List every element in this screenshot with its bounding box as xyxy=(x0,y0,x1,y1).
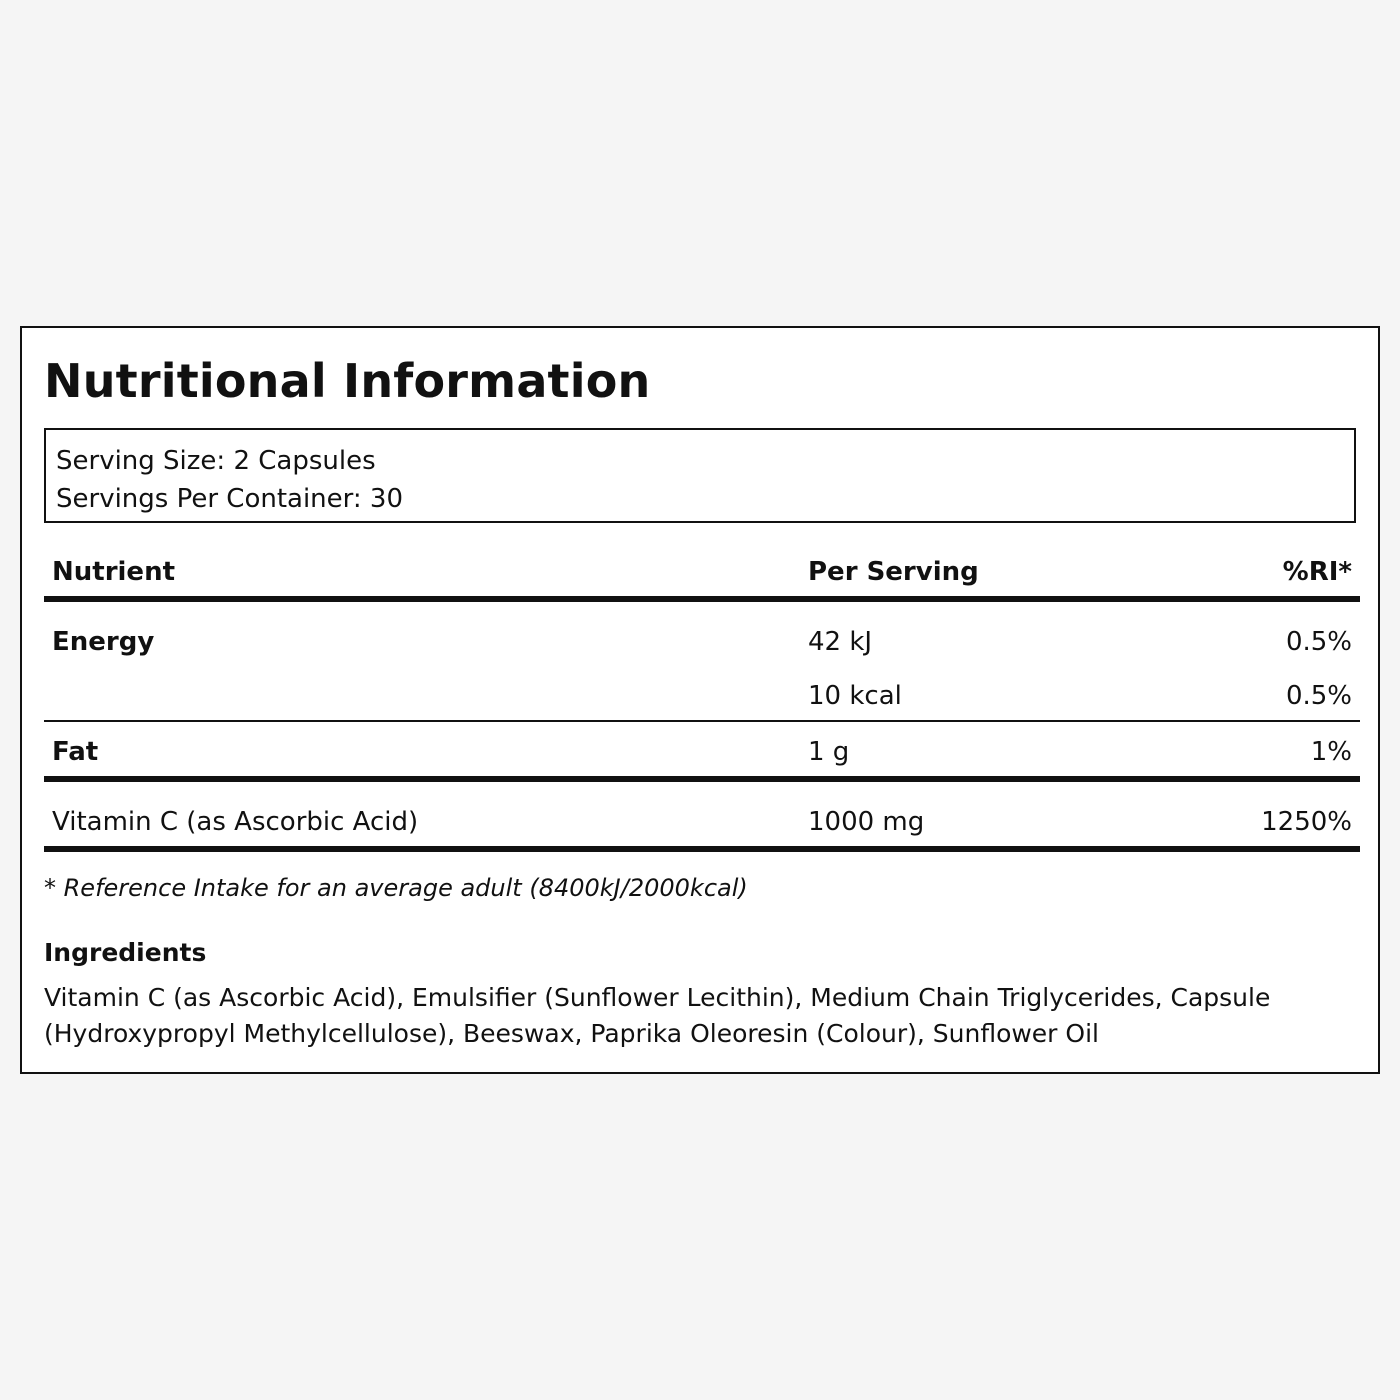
serving-size-text: Serving Size: 2 Capsules xyxy=(56,446,376,476)
table-row xyxy=(44,676,1360,716)
ri-value: 1% xyxy=(1310,737,1352,767)
per-serving-value: 10 kcal xyxy=(808,681,902,711)
ri-value: 0.5% xyxy=(1285,681,1352,711)
table-bottom-divider xyxy=(44,846,1360,852)
row-divider xyxy=(44,720,1360,722)
nutrient-name: Fat xyxy=(52,737,99,767)
reference-intake-footnote: * Reference Intake for an average adult (8400kJ/2000kcal) xyxy=(44,874,748,902)
per-serving-value: 1000 mg xyxy=(808,807,925,837)
ingredients-heading: Ingredients xyxy=(44,938,207,967)
table-header-row xyxy=(44,552,1360,592)
serving-info-box xyxy=(44,428,1356,523)
table-row xyxy=(44,732,1360,772)
per-serving-value: 1 g xyxy=(808,737,850,767)
header-per-serving: Per Serving xyxy=(808,557,979,587)
ri-value: 1250% xyxy=(1261,807,1352,837)
nutrition-label-panel xyxy=(20,326,1380,1074)
header-nutrient: Nutrient xyxy=(52,557,176,587)
section-divider xyxy=(44,776,1360,782)
nutrient-name: Energy xyxy=(52,627,155,657)
table-row xyxy=(44,802,1360,842)
header-divider xyxy=(44,596,1360,602)
ri-value: 0.5% xyxy=(1285,627,1352,657)
label-title: Nutritional Information xyxy=(44,354,651,408)
header-ri: %RI* xyxy=(1282,557,1352,587)
servings-per-container-text: Servings Per Container: 30 xyxy=(56,484,404,514)
per-serving-value: 42 kJ xyxy=(808,627,873,657)
nutrient-name: Vitamin C (as Ascorbic Acid) xyxy=(52,807,419,837)
ingredients-text: Vitamin C (as Ascorbic Acid), Emulsifier (Sunflower Lecithin), Medium Chain Triglycerides, Capsule (Hydroxypropyl Methylcellulose), Beeswax, Paprika Oleoresin (Colour), Sunflower Oil xyxy=(44,983,1271,1048)
table-row xyxy=(44,622,1360,662)
